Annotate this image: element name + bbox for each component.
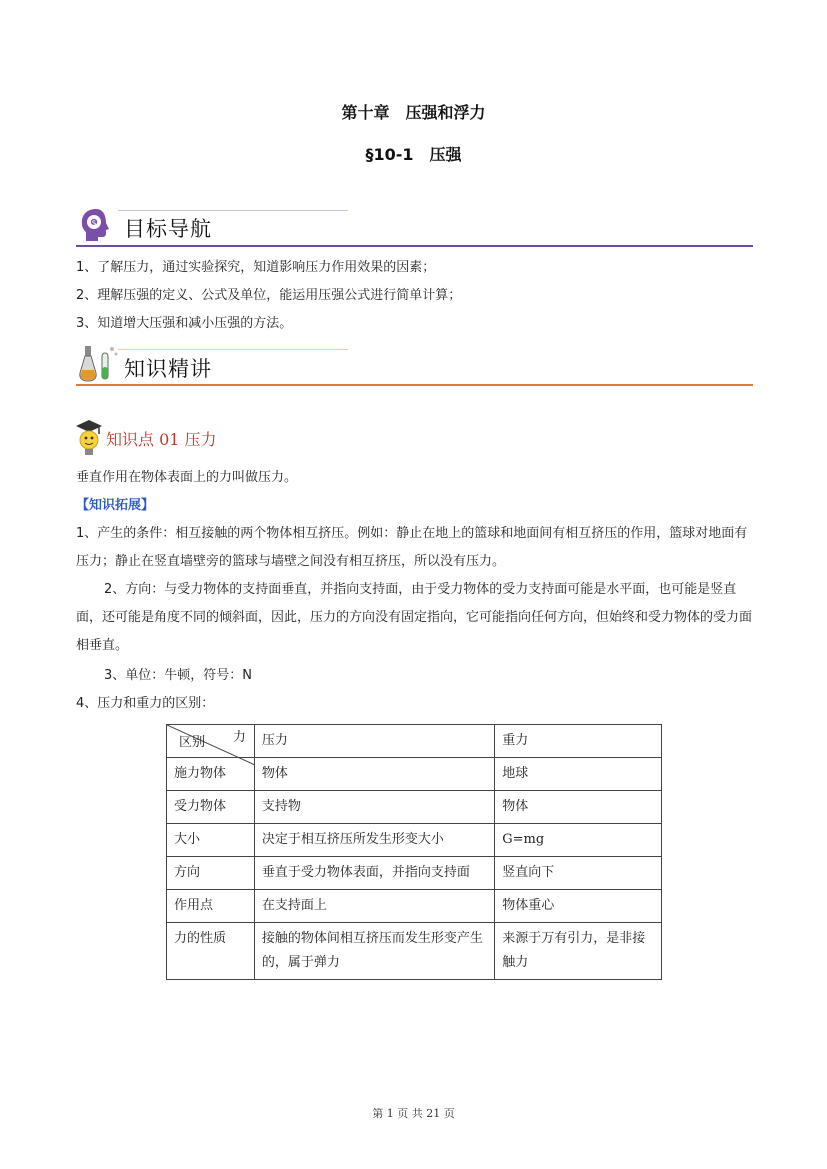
goal-banner-underline (76, 245, 753, 247)
lab-flask-icon (76, 343, 120, 383)
column-header-gravity: 重力 (495, 725, 662, 758)
goal-item-1: 1、了解压力，通过实验探究，知道影响压力作用效果的因素； (76, 260, 436, 275)
corner-label-force: 力 (232, 730, 246, 745)
row-label: 力的性质 (167, 923, 255, 980)
corner-label-difference: 区别 (179, 735, 206, 750)
extension-item-3: 3、单位：牛顿，符号：N (104, 668, 252, 683)
goal-item-2: 2、理解压强的定义、公式及单位，能运用压强公式进行简单计算； (76, 288, 462, 303)
table-row (167, 890, 662, 923)
page-footer: 第 1 页 共 21 页 (372, 1107, 455, 1120)
chapter-title: 第十章 压强和浮力 (341, 103, 486, 122)
gravity-cell: G=mg (495, 824, 662, 857)
knowledge-point-heading: 知识点 01 压力 (106, 430, 217, 449)
table-row (167, 857, 662, 890)
pressure-cell: 接触的物体间相互挤压而发生形变产生的，属于弹力 (254, 923, 494, 980)
knowledge-banner-topline (118, 349, 348, 350)
goal-item-3: 3、知道增大压强和减小压强的方法。 (76, 316, 293, 331)
knowledge-banner-underline (76, 384, 753, 386)
goal-banner-title: 目标导航 (124, 217, 212, 241)
pressure-cell: 支持物 (254, 791, 494, 824)
extension-item-1: 1、产生的条件：相互接触的两个物体相互挤压。例如：静止在地上的篮球和地面间有相互挤压的作用，篮球对地面有压力；静止在竖直墙壁旁的篮球与墙壁之间没有相互挤压，所以没有压力。 (76, 526, 748, 569)
gravity-cell: 地球 (495, 758, 662, 791)
row-label: 作用点 (167, 890, 255, 923)
row-label: 方向 (167, 857, 255, 890)
gravity-cell: 竖直向下 (495, 857, 662, 890)
svg-text:$: $ (91, 218, 97, 228)
brain-gear-icon (78, 206, 114, 244)
pressure-gravity-table (166, 724, 662, 980)
gravity-cell: 来源于万有引力，是非接触力 (495, 923, 662, 980)
table-row (167, 791, 662, 824)
table-corner-cell (167, 725, 255, 758)
pressure-cell: 在支持面上 (254, 890, 494, 923)
knowledge-banner-title: 知识精讲 (124, 357, 212, 381)
pressure-definition: 垂直作用在物体表面上的力叫做压力。 (76, 470, 298, 485)
pressure-cell: 物体 (254, 758, 494, 791)
row-label: 大小 (167, 824, 255, 857)
row-label: 受力物体 (167, 791, 255, 824)
table-row (167, 824, 662, 857)
gravity-cell: 物体重心 (495, 890, 662, 923)
section-title: §10-1 压强 (365, 145, 462, 164)
pressure-cell: 决定于相互挤压所发生形变大小 (254, 824, 494, 857)
graduate-lightbulb-icon (74, 418, 104, 458)
column-header-pressure: 压力 (254, 725, 494, 758)
extension-item-4: 4、压力和重力的区别： (76, 696, 215, 711)
pressure-cell: 垂直于受力物体表面，并指向支持面 (254, 857, 494, 890)
knowledge-extension-label: 【知识拓展】 (76, 498, 155, 513)
table-row (167, 923, 662, 980)
table-header-row (167, 725, 662, 758)
gravity-cell: 物体 (495, 791, 662, 824)
goal-banner-topline (118, 210, 348, 211)
row-label: 施力物体 (167, 758, 255, 791)
extension-item-2: 2、方向：与受力物体的支持面垂直，并指向支持面，由于受力物体的受力支持面可能是水平面，也可能是竖直面，还可能是角度不同的倾斜面，因此，压力的方向没有固定指向，它可能指向任何方向，但始终和受力物体的受力面相垂直。 (76, 582, 753, 653)
